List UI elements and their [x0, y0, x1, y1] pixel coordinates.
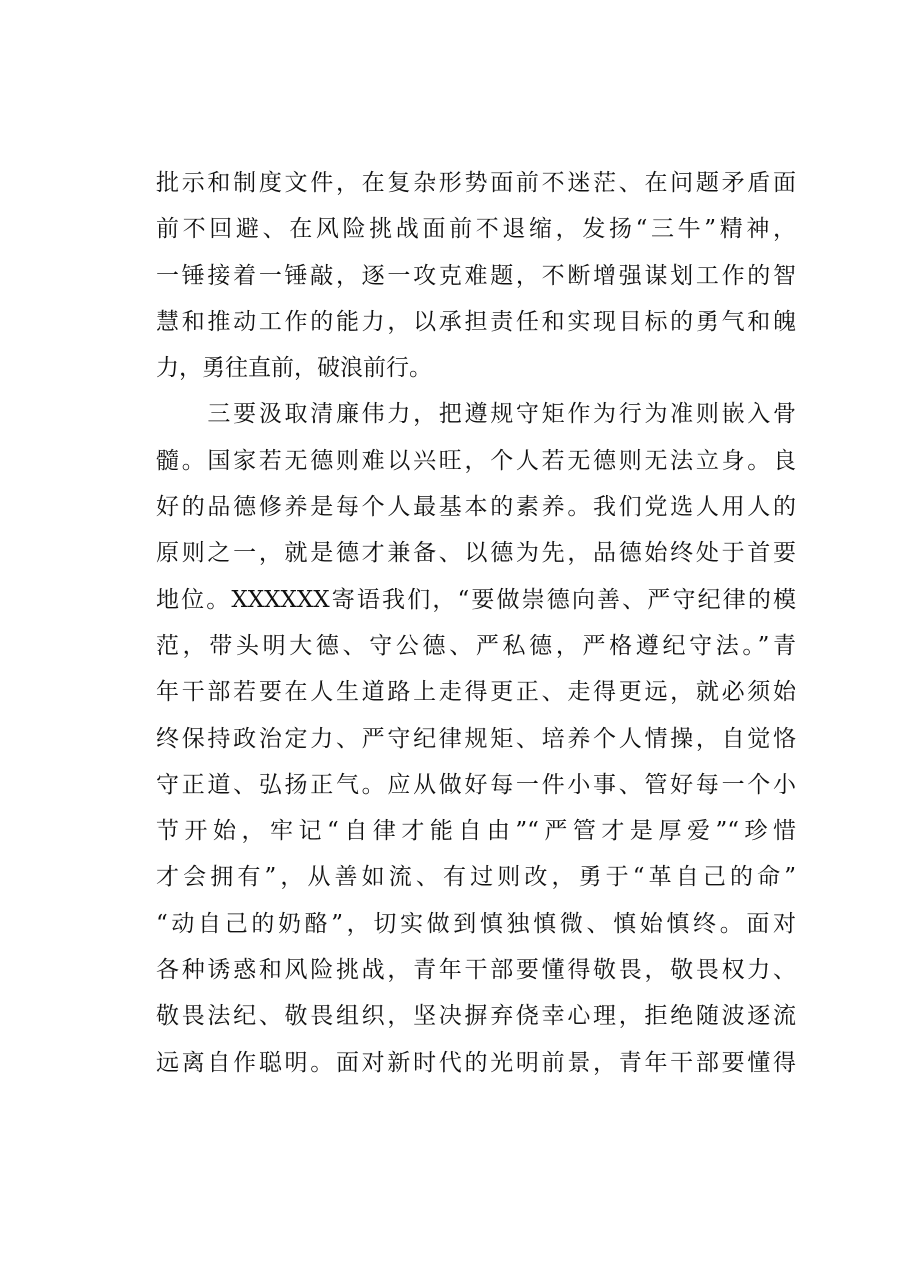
document-body — [156, 160, 796, 1086]
paragraph-integrity — [156, 391, 796, 1085]
text-line: 前不回避、在风险挑战面前不退缩，发扬“三牛”精神， — [156, 216, 796, 243]
text-line: 一锤接着一锤敲，逐一攻克难题，不断增强谋划工作的智 — [156, 262, 796, 289]
text-line: 原则之一，就是德才兼备、以德为先，品德始终处于首要 — [156, 540, 796, 567]
text-line: 敬畏法纪、敬畏组织，坚决摒弃侥幸心理，拒绝随波逐流 — [156, 1003, 796, 1030]
text-line: 范，带头明大德、守公德、严私德，严格遵纪守法。”青 — [156, 632, 796, 659]
text-line: 守正道、弘扬正气。应从做好每一件小事、管好每一个小 — [156, 771, 796, 798]
text-line: 慧和推动工作的能力，以承担责任和实现目标的勇气和魄 — [156, 308, 796, 335]
text-line: 年干部若要在人生道路上走得更正、走得更远，就必须始 — [156, 679, 796, 706]
text-line: 远离自作聪明。面对新时代的光明前景，青年干部要懂得 — [156, 1049, 796, 1076]
text-line: 批示和制度文件，在复杂形势面前不迷茫、在问题矛盾面 — [156, 170, 796, 196]
text-line: 节开始，牢记“自律才能自由”“严管才是厚爱”“珍惜 — [156, 818, 796, 845]
text-line: “动自己的奶酪”，切实做到慎独慎微、慎始慎终。面对 — [156, 910, 796, 937]
paragraph-continued — [156, 160, 796, 391]
text-line: 才会拥有”，从善如流、有过则改，勇于“革自己的命” — [156, 864, 796, 891]
text-line: 终保持政治定力、严守纪律规矩、培养个人情操，自觉恪 — [156, 725, 796, 752]
text-line: 地位。XXXXXX寄语我们，“要做崇德向善、严守纪律的模 — [156, 586, 796, 613]
text-line: 各种诱惑和风险挑战，青年干部要懂得敬畏，敬畏权力、 — [156, 957, 796, 984]
text-line: 三要汲取清廉伟力，把遵规守矩作为行为准则嵌入骨 — [156, 401, 796, 428]
text-line: 力，勇往直前，破浪前行。 — [156, 355, 432, 382]
text-line: 好的品德修养是每个人最基本的素养。我们党选人用人的 — [156, 494, 796, 521]
text-line: 髓。国家若无德则难以兴旺，个人若无德则无法立身。良 — [156, 447, 796, 474]
